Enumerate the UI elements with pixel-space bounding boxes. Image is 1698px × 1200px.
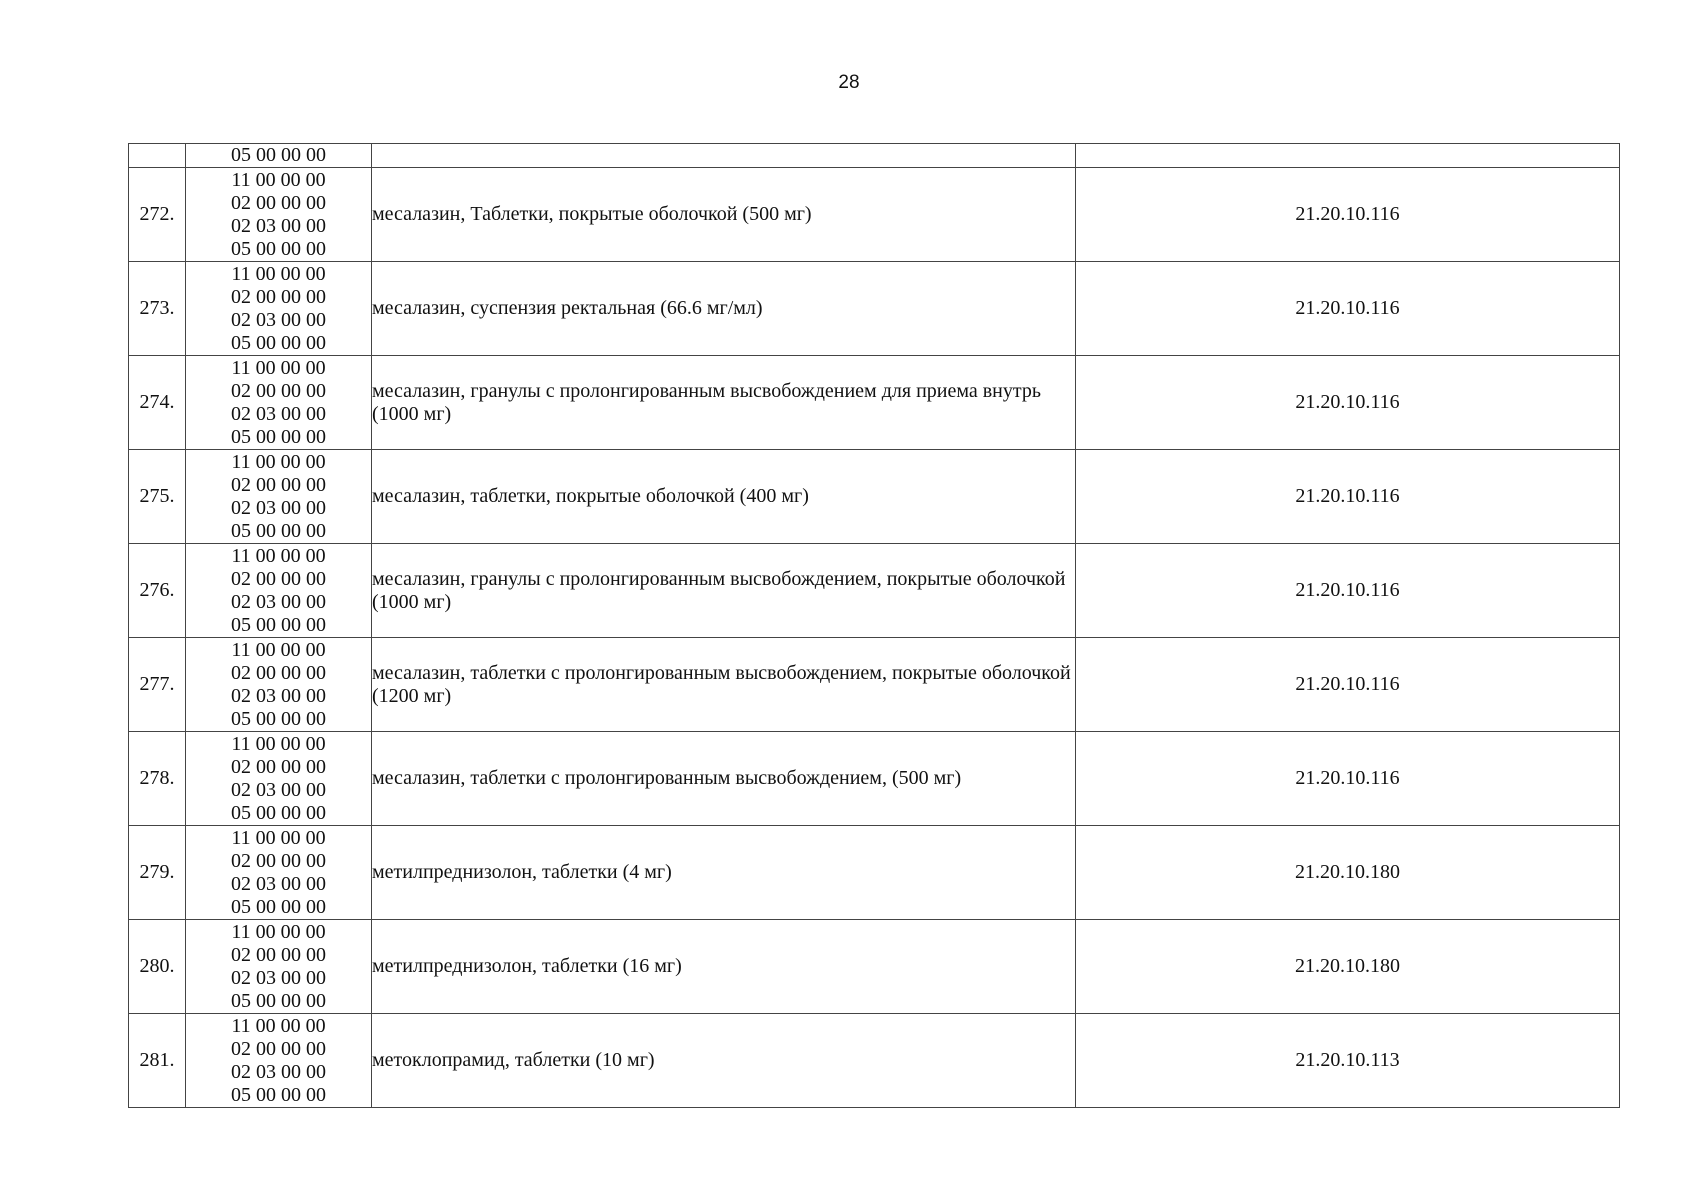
code-line: 02 00 00 00	[231, 661, 326, 684]
row-codes	[186, 450, 372, 544]
row-number: 274.	[129, 356, 186, 450]
row-codes	[186, 262, 372, 356]
row-name: месалазин, гранулы с пролонгированным высвобождением для приема внутрь (1000 мг)	[372, 356, 1076, 450]
code-line: 05 00 00 00	[231, 613, 326, 636]
table-row	[129, 356, 1620, 450]
row-name: метилпреднизолон, таблетки (4 мг)	[372, 826, 1076, 920]
table-row	[129, 168, 1620, 262]
code-line: 11 00 00 00	[231, 638, 326, 661]
row-okpd: 21.20.10.116	[1076, 168, 1620, 262]
code-line: 05 00 00 00	[231, 519, 326, 542]
row-codes	[186, 920, 372, 1014]
code-line: 02 00 00 00	[231, 285, 326, 308]
row-number: 277.	[129, 638, 186, 732]
row-okpd: 21.20.10.116	[1076, 262, 1620, 356]
table-row	[129, 920, 1620, 1014]
table-row-continuation	[129, 144, 1620, 168]
row-name: месалазин, Таблетки, покрытые оболочкой (500 мг)	[372, 168, 1076, 262]
code-line: 02 03 00 00	[231, 308, 326, 331]
row-okpd: 21.20.10.180	[1076, 826, 1620, 920]
row-okpd: 21.20.10.116	[1076, 356, 1620, 450]
row-number	[129, 144, 186, 168]
code-line: 11 00 00 00	[231, 356, 326, 379]
table-row	[129, 1014, 1620, 1108]
row-number: 275.	[129, 450, 186, 544]
code-line: 02 00 00 00	[231, 755, 326, 778]
row-number: 276.	[129, 544, 186, 638]
code-line: 11 00 00 00	[231, 262, 326, 285]
row-okpd: 21.20.10.116	[1076, 732, 1620, 826]
row-okpd: 21.20.10.180	[1076, 920, 1620, 1014]
row-codes	[186, 144, 372, 168]
code-line: 05 00 00 00	[231, 895, 326, 918]
code-line: 02 00 00 00	[231, 379, 326, 402]
code-line: 05 00 00 00	[231, 1083, 326, 1106]
code-line: 05 00 00 00	[231, 144, 326, 166]
row-codes	[186, 732, 372, 826]
table-row	[129, 544, 1620, 638]
row-number: 280.	[129, 920, 186, 1014]
code-line: 11 00 00 00	[231, 920, 326, 943]
code-line: 11 00 00 00	[231, 732, 326, 755]
medicines-table	[128, 143, 1620, 1108]
table-row	[129, 638, 1620, 732]
row-name	[372, 144, 1076, 168]
row-okpd: 21.20.10.113	[1076, 1014, 1620, 1108]
code-line: 02 03 00 00	[231, 590, 326, 613]
row-name: месалазин, таблетки, покрытые оболочкой (400 мг)	[372, 450, 1076, 544]
row-codes	[186, 544, 372, 638]
row-name: месалазин, суспензия ректальная (66.6 мг/мл)	[372, 262, 1076, 356]
row-number: 272.	[129, 168, 186, 262]
code-line: 11 00 00 00	[231, 544, 326, 567]
code-line: 05 00 00 00	[231, 801, 326, 824]
row-okpd: 21.20.10.116	[1076, 638, 1620, 732]
code-line: 02 03 00 00	[231, 214, 326, 237]
code-line: 02 00 00 00	[231, 849, 326, 872]
row-name: метоклопрамид, таблетки (10 мг)	[372, 1014, 1076, 1108]
row-number: 278.	[129, 732, 186, 826]
row-codes	[186, 356, 372, 450]
table-row	[129, 450, 1620, 544]
code-line: 02 00 00 00	[231, 943, 326, 966]
code-line: 05 00 00 00	[231, 707, 326, 730]
row-name: месалазин, гранулы с пролонгированным высвобождением, покрытые оболочкой (1000 мг)	[372, 544, 1076, 638]
code-line: 02 03 00 00	[231, 684, 326, 707]
code-line: 05 00 00 00	[231, 425, 326, 448]
code-line: 02 03 00 00	[231, 402, 326, 425]
table-row	[129, 262, 1620, 356]
row-name: месалазин, таблетки с пролонгированным высвобождением, покрытые оболочкой (1200 мг)	[372, 638, 1076, 732]
code-line: 02 00 00 00	[231, 473, 326, 496]
code-line: 02 00 00 00	[231, 1037, 326, 1060]
code-line: 02 00 00 00	[231, 567, 326, 590]
row-okpd: 21.20.10.116	[1076, 450, 1620, 544]
page-number: 28	[838, 72, 860, 93]
row-name: метилпреднизолон, таблетки (16 мг)	[372, 920, 1076, 1014]
table-row	[129, 732, 1620, 826]
row-codes	[186, 826, 372, 920]
row-codes	[186, 1014, 372, 1108]
row-name: месалазин, таблетки с пролонгированным высвобождением, (500 мг)	[372, 732, 1076, 826]
table-row	[129, 826, 1620, 920]
row-number: 281.	[129, 1014, 186, 1108]
row-okpd: 21.20.10.116	[1076, 544, 1620, 638]
code-line: 02 00 00 00	[231, 191, 326, 214]
code-line: 02 03 00 00	[231, 1060, 326, 1083]
code-line: 02 03 00 00	[231, 496, 326, 519]
row-codes	[186, 168, 372, 262]
row-number: 279.	[129, 826, 186, 920]
row-codes	[186, 638, 372, 732]
code-line: 11 00 00 00	[231, 826, 326, 849]
code-line: 11 00 00 00	[231, 1014, 326, 1037]
code-line: 02 03 00 00	[231, 872, 326, 895]
row-number: 273.	[129, 262, 186, 356]
code-line: 02 03 00 00	[231, 966, 326, 989]
code-line: 11 00 00 00	[231, 450, 326, 473]
code-line: 02 03 00 00	[231, 778, 326, 801]
code-line: 05 00 00 00	[231, 237, 326, 260]
row-okpd	[1076, 144, 1620, 168]
code-line: 05 00 00 00	[231, 331, 326, 354]
code-line: 11 00 00 00	[231, 168, 326, 191]
code-line: 05 00 00 00	[231, 989, 326, 1012]
